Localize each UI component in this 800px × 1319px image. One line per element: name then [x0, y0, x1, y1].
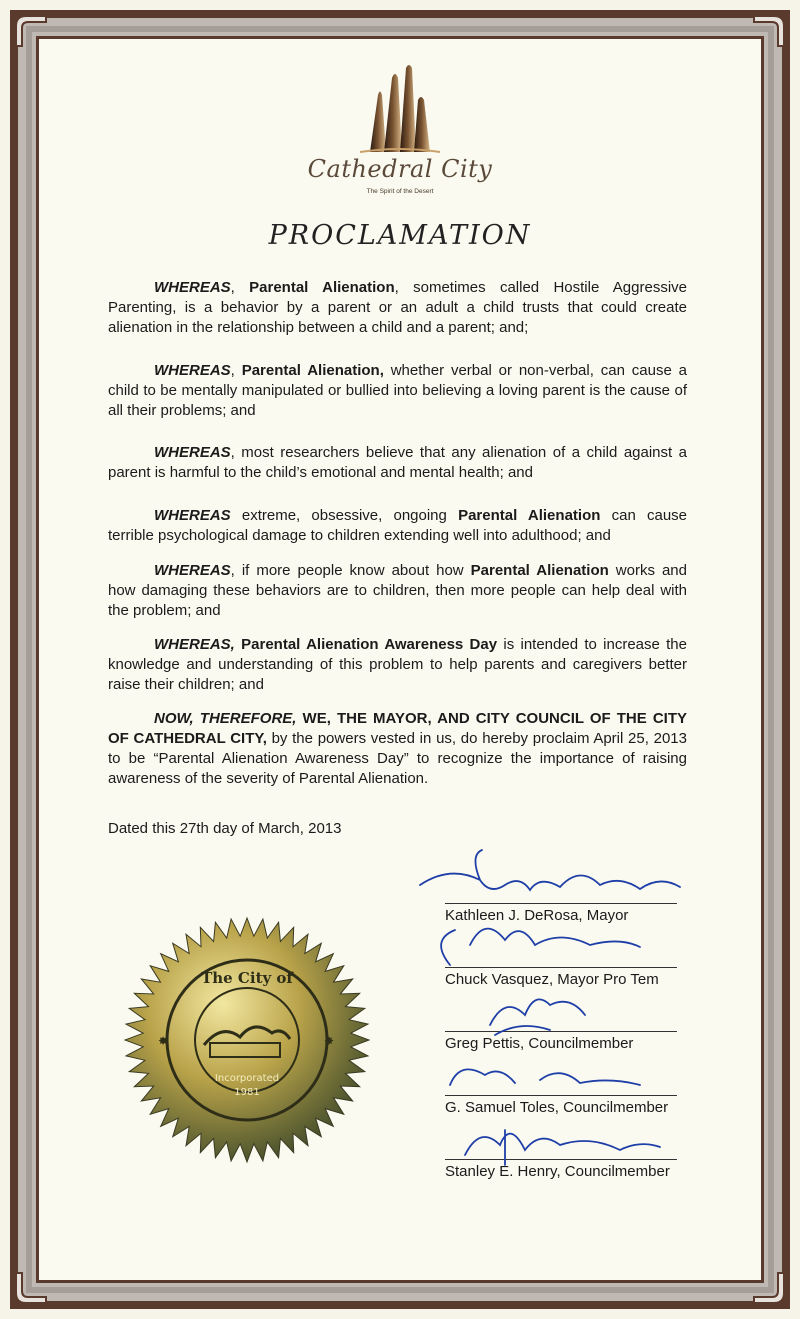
whereas-paragraph-6: [108, 635, 687, 695]
city-tagline: The Spirit of the Desert: [366, 188, 434, 195]
proclamation-paragraph: [108, 709, 687, 789]
paragraph-lead: WHEREAS: [154, 362, 231, 379]
gold-seal-icon: [122, 915, 372, 1165]
paragraph-text: , if more people know about how Parental Alienation works and how damaging these behaviors are to children, then more people can help deal with the problem; and: [108, 562, 687, 619]
paragraph-lead: WHEREAS: [154, 507, 231, 524]
whereas-paragraph-3: [108, 443, 687, 483]
page-title: PROCLAMATION: [268, 220, 532, 251]
signatory-name-councilmember: G. Samuel Toles, Councilmember: [445, 1099, 669, 1116]
city-name: Cathedral City: [307, 155, 493, 183]
whereas-paragraph-5: [108, 561, 687, 621]
signatory-name-councilmember: Greg Pettis, Councilmember: [445, 1035, 634, 1052]
cathedral-spires-icon: [300, 60, 500, 155]
paragraph-text: WE, THE MAYOR, AND CITY COUNCIL OF THE CITY OF CATHEDRAL CITY, by the powers vested in us, do hereby proclaim April 25, 2013 to be “Parental Alienation Awareness Day” to recognize the importance of raising awareness of the severity of Parental Alienation.: [108, 710, 687, 787]
paragraph-lead: WHEREAS: [154, 562, 231, 579]
whereas-paragraph-2: [108, 361, 687, 421]
seal-text-top: The City of: [201, 969, 293, 987]
city-logo: [300, 60, 500, 210]
whereas-paragraph-4: [108, 506, 687, 546]
corner-ornament-icon: [752, 1271, 786, 1305]
svg-text:✸: ✸: [324, 1034, 335, 1048]
dated-line: Dated this 27th day of March, 2013: [108, 820, 342, 837]
paragraph-text: extreme, obsessive, ongoing Parental Alienation can cause terrible psychological damage to children extending well into adulthood; and: [108, 507, 688, 544]
corner-ornament-icon: [752, 14, 786, 48]
paragraph-lead: WHEREAS,: [154, 636, 235, 653]
signatory-name-mayor-pro-tem: Chuck Vasquez, Mayor Pro Tem: [445, 971, 659, 988]
city-seal: [122, 915, 372, 1165]
seal-text-year: 1981: [234, 1087, 260, 1098]
paragraph-lead: WHEREAS: [154, 279, 231, 296]
corner-ornament-icon: [14, 14, 48, 48]
svg-text:✸: ✸: [158, 1034, 169, 1048]
signatory-name-mayor: Kathleen J. DeRosa, Mayor: [445, 907, 629, 924]
paragraph-text: Parental Alienation Awareness Day is intended to increase the knowledge and understanding of this problem to help parents and caregivers better raise their children; and: [108, 636, 687, 693]
corner-ornament-icon: [14, 1271, 48, 1305]
paragraph-text: , Parental Alienation, whether verbal or non-verbal, can cause a child to be mentally manipulated or bullied into believing a loving parent is the cause of all their problems; and: [108, 362, 688, 419]
handwritten-signatures: [410, 845, 710, 1180]
paragraph-text: , most researchers believe that any alienation of a child against a parent is harmful to the child’s emotional and mental health; and: [108, 444, 687, 481]
paragraph-text: , Parental Alienation, sometimes called Hostile Aggressive Parenting, is a behavior by a parent or an adult a child trusts that could create alienation in the relationship between a child and a parent; and;: [108, 279, 687, 336]
whereas-paragraph-1: [108, 278, 687, 338]
signatory-name-councilmember: Stanley E. Henry, Councilmember: [445, 1163, 670, 1180]
seal-text-mid: Incorporated: [214, 1073, 280, 1084]
paragraph-lead: NOW, THEREFORE,: [154, 710, 297, 727]
paragraph-lead: WHEREAS: [154, 444, 231, 461]
